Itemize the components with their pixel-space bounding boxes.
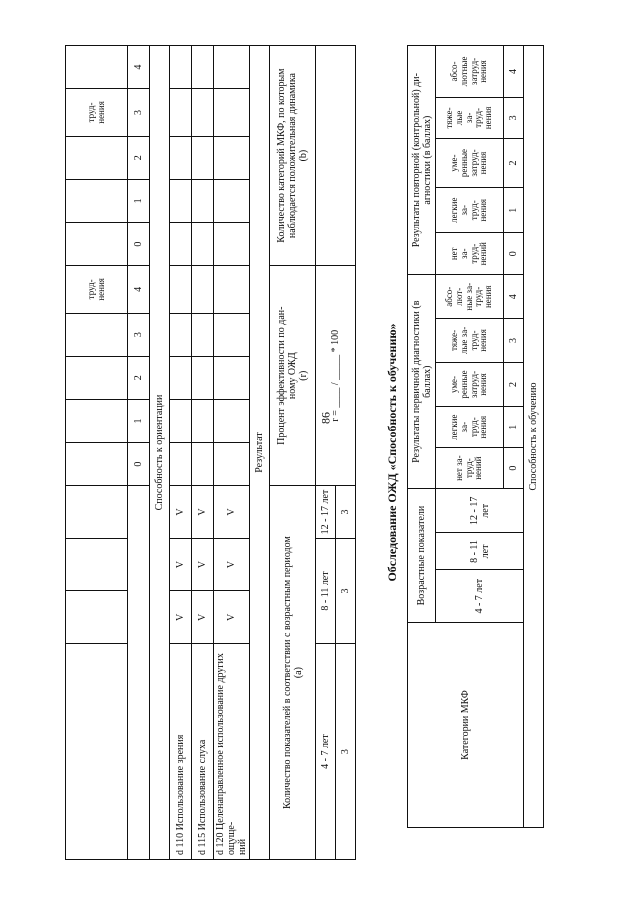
age-col-12-17: 12 - 17 лет bbox=[436, 489, 524, 533]
r-scale-4: 4 bbox=[504, 46, 524, 98]
percent-header: Процент эффективности по дан- ному ОЖД (r) bbox=[270, 266, 316, 486]
repeat-level-4: абсо- лютные затруд- нения bbox=[436, 46, 504, 98]
primary-diagnostics-header: Результаты первичной диагностики (в баллах) bbox=[408, 275, 436, 489]
scale-0b: 0 bbox=[128, 222, 150, 265]
p-scale-1: 1 bbox=[504, 407, 524, 448]
primary-level-2: уме- ренные затруд- нения bbox=[436, 362, 504, 407]
rotated-page-content bbox=[65, 45, 605, 860]
repeat-level-0: нет за- труд- нений bbox=[436, 233, 504, 275]
p-scale-3: 3 bbox=[504, 319, 524, 362]
count-8-11: 3 bbox=[336, 538, 356, 643]
scale-1: 1 bbox=[128, 399, 150, 442]
count-header: Количество показателей в соответствии с возрастным периодом (а) bbox=[270, 486, 316, 860]
r-scale-2: 2 bbox=[504, 138, 524, 187]
scale-4b: 4 bbox=[128, 46, 150, 89]
p-scale-0: 0 bbox=[504, 448, 524, 489]
mark: V bbox=[170, 538, 192, 591]
scale-4: 4 bbox=[128, 266, 150, 313]
empty-header-cell bbox=[66, 644, 128, 860]
result-heading: Результат bbox=[250, 46, 270, 860]
scale-3b: 3 bbox=[128, 89, 150, 136]
row-label-vision: d 110 Использование зрения bbox=[170, 644, 192, 860]
p-scale-2: 2 bbox=[504, 362, 524, 407]
row-label-hearing: d 115 Использование слуха bbox=[192, 644, 214, 860]
mkf-dynamics-header: Количество категорий МКФ, по которым наблюдается положительная динамика (b) bbox=[270, 46, 316, 266]
repeat-diagnostics-header: Результаты повторной (контрольной) ди- агностики (в баллах) bbox=[408, 46, 436, 275]
difficulty-header-2: труд- нения bbox=[66, 89, 128, 136]
r-scale-1: 1 bbox=[504, 188, 524, 233]
scale-3: 3 bbox=[128, 313, 150, 356]
mark: V bbox=[214, 591, 250, 644]
mark: V bbox=[192, 591, 214, 644]
mark: V bbox=[170, 591, 192, 644]
age-12-17: 12 - 17 лет bbox=[316, 486, 336, 539]
category-header: Категории МКФ bbox=[408, 623, 524, 828]
learning-table bbox=[407, 45, 544, 828]
orientation-table bbox=[65, 45, 356, 860]
p-scale-4: 4 bbox=[504, 275, 524, 319]
mark: V bbox=[170, 486, 192, 539]
section-orientation: Способность к ориентации bbox=[150, 46, 170, 860]
primary-level-0: нет за- труд- нений bbox=[436, 448, 504, 489]
count-12-17: 3 bbox=[336, 486, 356, 539]
r-scale-3: 3 bbox=[504, 97, 524, 138]
age-col-8-11: 8 - 11 лет bbox=[436, 533, 524, 570]
learning-survey-title: Обследование ОЖД «Способность к обучению» bbox=[385, 323, 399, 582]
repeat-level-2: уме- ренные затруд- нения bbox=[436, 138, 504, 187]
r-scale-0: 0 bbox=[504, 233, 524, 275]
mark: V bbox=[214, 486, 250, 539]
scale-2b: 2 bbox=[128, 136, 150, 179]
age-col-4-7: 4 - 7 лет bbox=[436, 570, 524, 623]
page-number: 86 bbox=[318, 412, 333, 424]
age-8-11: 8 - 11 лет bbox=[316, 538, 336, 643]
difficulty-header: труд- нения bbox=[66, 266, 128, 313]
age-4-7: 4 - 7 лет bbox=[316, 644, 336, 860]
mark: V bbox=[192, 538, 214, 591]
scale-1b: 1 bbox=[128, 179, 150, 222]
scale-2: 2 bbox=[128, 356, 150, 399]
primary-level-4: абсо- лют- ные за- труд- нения bbox=[436, 275, 504, 319]
mark: V bbox=[214, 538, 250, 591]
row-label-other-senses: d 120 Целенаправленное использование других ощуще- ний bbox=[214, 644, 250, 860]
age-header: Возрастные показатели bbox=[408, 489, 436, 623]
formula: r = ____ / _____ * 100 bbox=[316, 266, 356, 486]
section-learning: Способность к обучению bbox=[524, 46, 544, 828]
mark: V bbox=[192, 486, 214, 539]
repeat-level-1: легкие за- труд- нения bbox=[436, 188, 504, 233]
primary-level-3: тяже- лые за- труд- нения bbox=[436, 319, 504, 362]
repeat-level-3: тяже- лые за- труд- нения bbox=[436, 97, 504, 138]
primary-level-1: легкие за- труд- нения bbox=[436, 407, 504, 448]
count-4-7: 3 bbox=[336, 644, 356, 860]
scale-0: 0 bbox=[128, 443, 150, 486]
